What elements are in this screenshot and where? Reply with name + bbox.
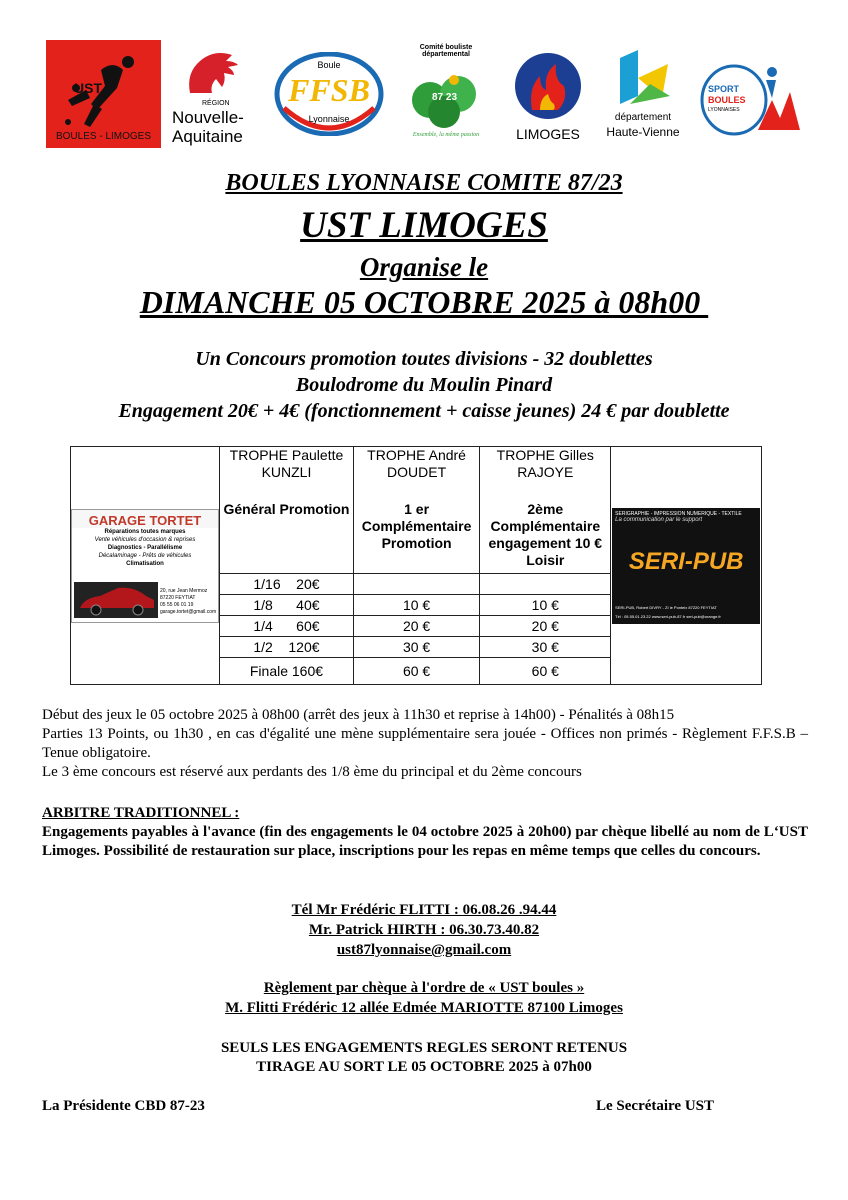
ffsb-main: FFSB xyxy=(288,72,370,108)
info-p1: Début des jeux le 05 octobre 2025 à 08h00 (arrêt des jeux à 11h30 et reprise à 14h00) - Pénalités à 08h15 xyxy=(42,707,675,723)
row4-col1: 1/2 120€ xyxy=(220,637,354,658)
details-line1: Un Concours promotion toutes divisions - 32 doublettes xyxy=(195,348,653,370)
comite-arc: Comité bouliste départemental xyxy=(419,44,473,58)
row3-col1: 1/4 60€ xyxy=(220,616,354,637)
region-line1: RÉGION xyxy=(202,100,230,107)
garage-line3: Diagnostics - Parallélisme xyxy=(107,544,183,551)
arbitre-text: Engagements payables à l'avance (fin des engagements le 04 octobre 2025 à 20h00) par chèque libellé au nom de L‘UST Limoges. Possibilité de restauration sur place, inscriptions pour les repas en même temps que celles du concours. xyxy=(42,824,808,859)
details-line2: Boulodrome du Moulin Pinard xyxy=(295,374,553,396)
payment-line2: M. Flitti Frédéric 12 allée Edmée MARIOTTE 87100 Limoges xyxy=(225,1000,623,1016)
header-line1: BOULES LYONNAISE COMITE 87/23 xyxy=(225,170,623,196)
haute-vienne-logo xyxy=(600,48,686,144)
ust-name: UST xyxy=(74,80,102,96)
ffsb-bottom: Lyonnaise xyxy=(308,114,350,124)
row1-col3 xyxy=(480,574,611,595)
row3-col3: 20 € xyxy=(480,616,611,637)
info-p3: Le 3 ème concours est réservé aux perdants des 1/8 ème du principal et du 2ème concours xyxy=(42,764,582,780)
seripub-addr: SERI-PUB, Robert DIVRY - ZI le Ponteix 87220 FEYTIAT xyxy=(615,604,717,610)
header-line3: Organise le xyxy=(359,252,489,282)
garage-addr1: 20, rue Jean Mermoz xyxy=(160,587,208,594)
garage-line4: Décalaminage - Prêts de véhicules xyxy=(98,552,192,559)
row2-col3: 10 € xyxy=(480,595,611,616)
garage-ad xyxy=(71,509,219,623)
info-block xyxy=(42,706,808,782)
seripub-ad-cell xyxy=(611,447,762,685)
region-line3: Aquitaine xyxy=(172,127,243,146)
ust-caption: BOULES - LIMOGES xyxy=(55,131,152,142)
payment-line1: Règlement par chèque à l'ordre de « UST boules » xyxy=(263,980,585,996)
ffsb-logo xyxy=(274,52,384,136)
limoges-label: LIMOGES xyxy=(516,126,580,142)
sport-boules-logo xyxy=(700,60,804,138)
col2-sub: 1 er Complémentaire Promotion xyxy=(361,501,472,551)
info-p2: Parties 13 Points, ou 1h30 , en cas d'égalité une mène supplémentaire sera jouée - Offices non primés - Règlement F.F.S.B – Tenue obligatoire. xyxy=(42,726,808,761)
notice-line1: SEULS LES ENGAGEMENTS REGLES SERONT RETENUS xyxy=(220,1040,628,1056)
hv-line2: Haute-Vienne xyxy=(606,125,680,139)
seripub-tag: La communication par le support xyxy=(615,516,703,523)
row2-col2: 10 € xyxy=(353,595,479,616)
lion-icon xyxy=(180,48,240,98)
logo-bar xyxy=(44,38,804,150)
col2-header xyxy=(353,447,479,574)
ust-logo xyxy=(46,40,161,148)
row4-col3: 30 € xyxy=(480,637,611,658)
hv-line1: département xyxy=(614,112,672,123)
col1-header xyxy=(220,447,354,574)
garage-ad-cell xyxy=(71,447,220,685)
col3-title: TROPHE Gilles RAJOYE xyxy=(496,447,594,480)
limoges-flame-icon xyxy=(510,52,586,122)
col3-sub: 2ème Complémentaire engagement 10 € Loisir xyxy=(488,501,603,568)
row1-col2 xyxy=(353,574,479,595)
garage-line2: Vente véhicules d'occasion & reprises xyxy=(94,536,196,543)
contact-email[interactable]: ust87lyonnaise@gmail.com xyxy=(336,942,512,958)
garage-phone: 05 55 06 01 19 xyxy=(160,601,194,608)
arbitre-title: ARBITRE TRADITIONNEL : xyxy=(42,805,240,821)
garage-line5: Climatisation xyxy=(126,560,164,567)
header-line4: DIMANCHE 05 OCTOBRE 2025 à 08h00 xyxy=(139,284,709,320)
garage-address xyxy=(160,588,216,616)
arbitre-block xyxy=(42,804,808,861)
garage-email: garage.tortet@gmail.com xyxy=(160,608,217,615)
row5-col1: Finale 160€ xyxy=(220,658,354,685)
garage-addr2: 87220 FEYTIAT xyxy=(160,594,196,601)
col2-title: TROPHE André DOUDET xyxy=(367,447,466,480)
garage-line1: Réparations toutes marques xyxy=(104,528,186,535)
car-icon xyxy=(74,582,158,618)
prize-table xyxy=(70,446,762,685)
comite-logo xyxy=(396,44,496,144)
row3-col2: 20 € xyxy=(353,616,479,637)
table-header-row xyxy=(71,447,762,574)
garage-title: GARAGE TORTET xyxy=(72,510,218,528)
sport-line3: LYONNAISES xyxy=(708,107,740,113)
signature-left: La Présidente CBD 87-23 xyxy=(42,1098,205,1114)
details-line3: Engagement 20€ + 4€ (fonctionnement + caisse jeunes) 24 € par doublette xyxy=(118,400,730,422)
row1-col1: 1/16 20€ xyxy=(220,574,354,595)
comite-motto: Ensemble, la même passion xyxy=(412,132,480,138)
sport-line2: BOULES xyxy=(708,95,746,105)
seripub-top: SERIGRAPHIE - IMPRESSION NUMERIQUE - TEXTILE xyxy=(615,510,742,517)
comite-num: 87 23 xyxy=(432,92,458,103)
limoges-logo xyxy=(510,52,586,144)
row5-col3: 60 € xyxy=(480,658,611,685)
signature-right: Le Secrétaire UST xyxy=(596,1098,715,1114)
seripub-name: SERI-PUB xyxy=(628,547,744,575)
sport-line1: SPORT xyxy=(708,84,740,94)
seripub-contact: Tél : 05.55.01.23.22 www.seri-pub-87.fr seri-pub@orange.fr xyxy=(615,613,721,619)
contact-tel1: Tél Mr Frédéric FLITTI : 06.08.26 .94.44 xyxy=(291,902,557,918)
region-line2: Nouvelle- xyxy=(172,108,244,127)
row5-col2: 60 € xyxy=(353,658,479,685)
col3-header xyxy=(480,447,611,574)
row4-col2: 30 € xyxy=(353,637,479,658)
row2-col1: 1/8 40€ xyxy=(220,595,354,616)
notice-line2: TIRAGE AU SORT LE 05 OCTOBRE 2025 à 07h00 xyxy=(256,1059,592,1075)
col1-title: TROPHE Paulette KUNZLI xyxy=(229,447,344,480)
seripub-ad xyxy=(612,508,760,624)
hv-shape-icon xyxy=(600,48,686,108)
header-line2: UST LIMOGES xyxy=(300,205,548,246)
col1-sub: Général Promotion xyxy=(223,501,350,517)
region-logo xyxy=(172,48,262,148)
contact-tel2: Mr. Patrick HIRTH : 06.30.73.40.82 xyxy=(308,922,540,938)
ffsb-top: Boule xyxy=(317,60,341,70)
